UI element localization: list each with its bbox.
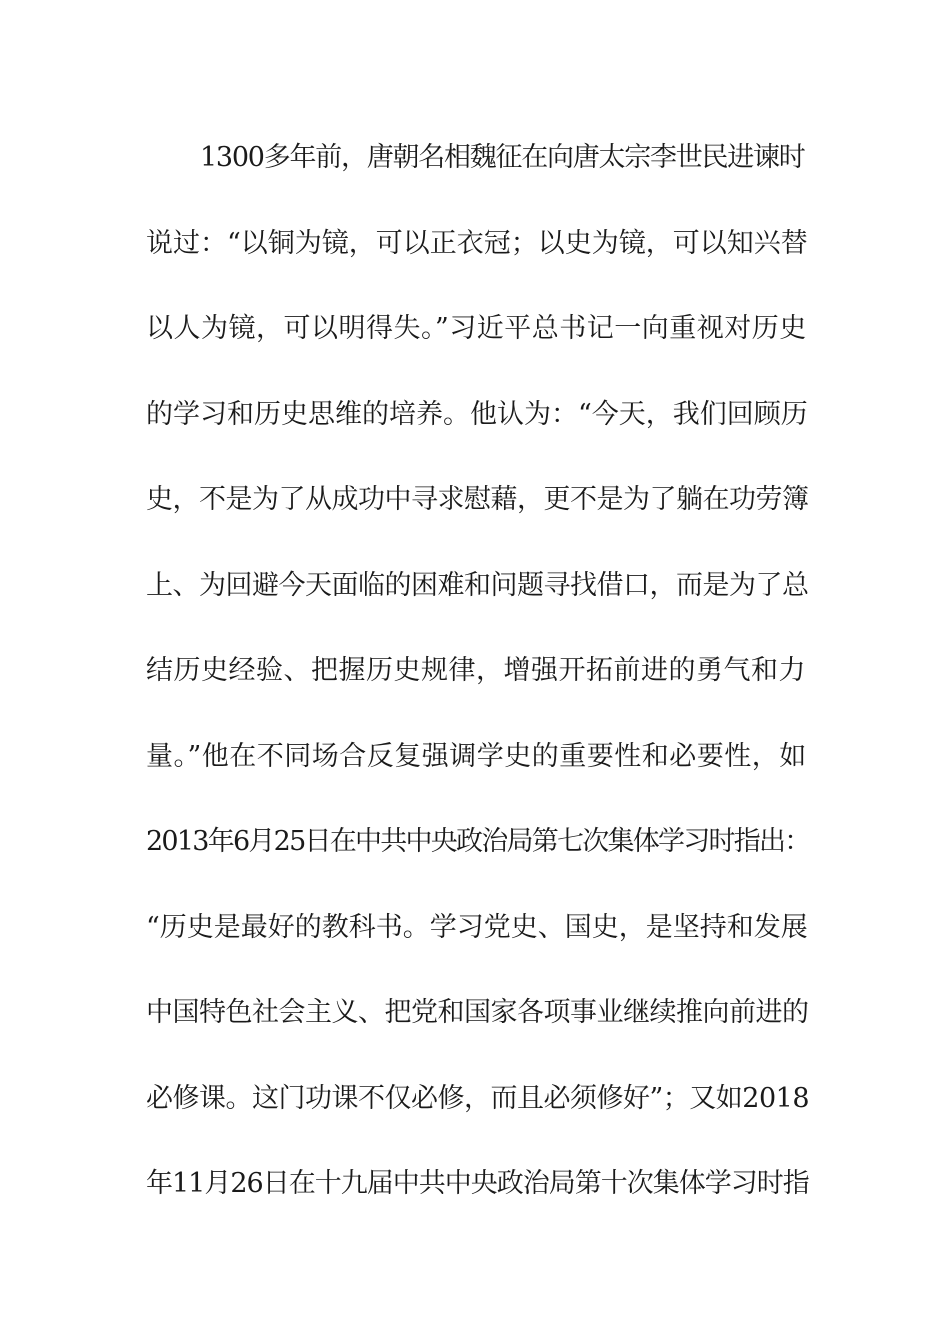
paragraph-line: 量。”他在不同场合反复强调学史的重要性和必要性，如 <box>146 740 807 772</box>
paragraph-line: 史，不是为了从成功中寻求慰藉，更不是为了躺在功劳簿 <box>146 484 809 515</box>
paragraph-line: 年11月26日在十九届中共中央政治局第十次集体学习时指 <box>146 1168 809 1199</box>
paragraph-line: 以人为镜，可以明得失。”习近平总书记一向重视对历史 <box>146 313 807 344</box>
paragraph-line: 1300多年前，唐朝名相魏征在向唐太宗李世民进谏时 <box>200 142 805 173</box>
paragraph-line: 的学习和历史思维的培养。他认为：“今天，我们回顾历 <box>146 398 808 430</box>
paragraph-line: 结历史经验、把握历史规律，增强开拓前进的勇气和力 <box>146 655 806 686</box>
paragraph-line: 2013年6月25日在中共中央政治局第七次集体学习时指出： <box>146 826 810 857</box>
paragraph-line: 必修课。这门功课不仅必修，而且必须修好”；又如2018 <box>146 1082 810 1114</box>
paragraph-line: 说过：“以铜为镜，可以正衣冠；以史为镜，可以知兴替 <box>146 227 808 259</box>
paragraph-line: “历史是最好的教科书。学习党史、国史，是坚持和发展 <box>146 911 808 943</box>
body-paragraph <box>146 130 810 1242</box>
paragraph-line: 上、为回避今天面临的困难和问题寻找借口，而是为了总 <box>146 569 809 601</box>
paragraph-line: 中国特色社会主义、把党和国家各项事业继续推向前进的 <box>146 997 809 1028</box>
